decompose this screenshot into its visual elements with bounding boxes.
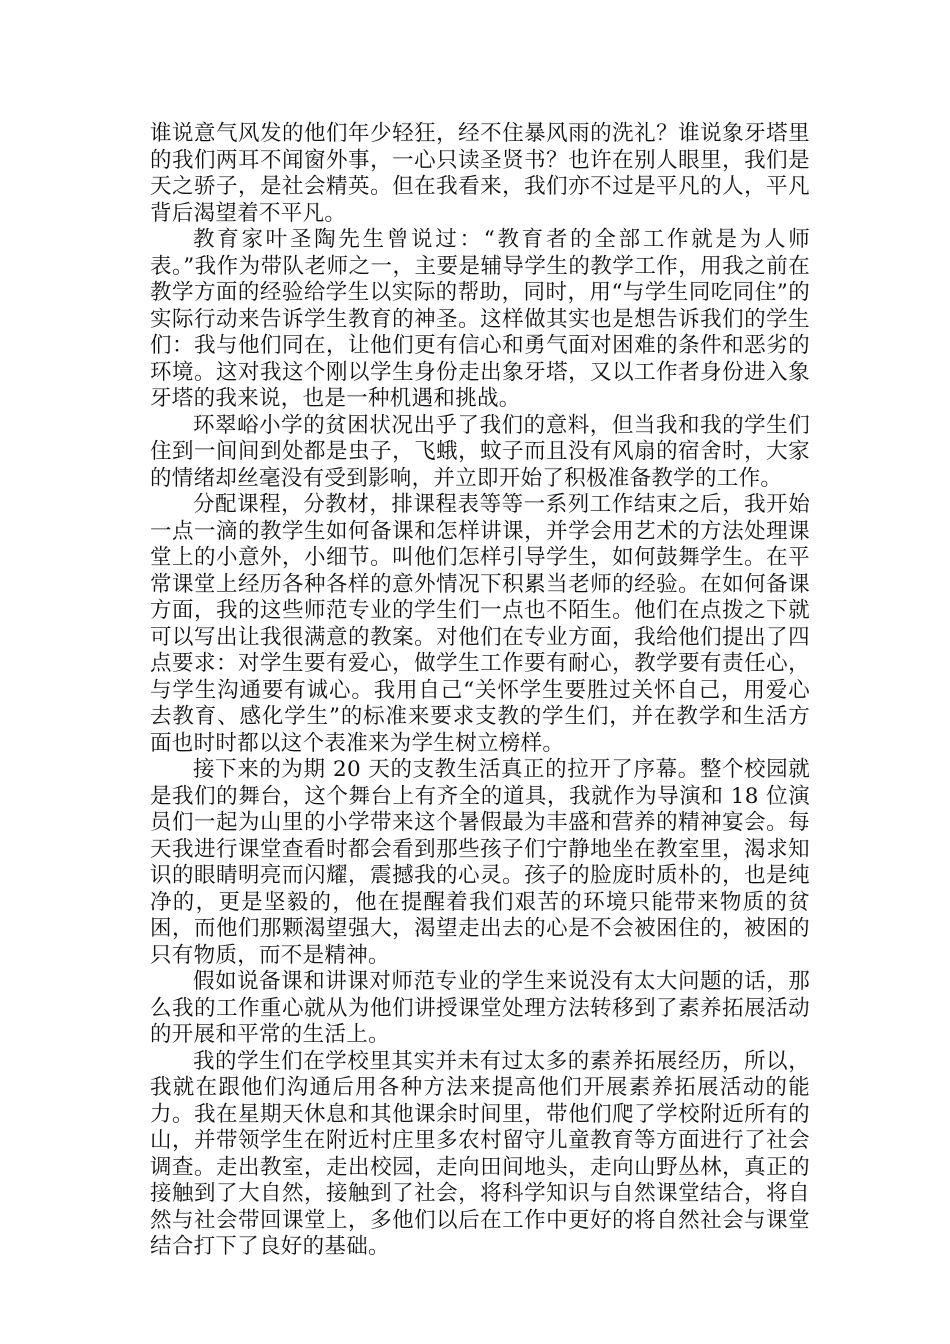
paragraph-7: 我的学生们在学校里其实并未有过太多的素养拓展经历，所以，我就在跟他们沟通后用各种方法来提高他们开展素养拓展活动的能力。我在星期天休息和其他课余时间里，带他们爬了学校附近所有的山，并带领学生在附近村庄里多农村留守儿童教育等方面进行了社会调查。走出教室，走出校园，走向田间地头，走向山野丛林，真正的接触到了大自然，接触到了社会，将科学知识与自然课堂结合，将自然与社会带回课堂上，多他们以后在工作中更好的将自然社会与课堂结合打下了良好的基础。	[150, 1048, 810, 1259]
document-page	[150, 121, 810, 1261]
paragraph-4: 分配课程，分教材，排课程表等等一系列工作结束之后，我开始一点一滴的教学生如何备课和怎样讲课，并学会用艺术的方法处理课堂上的小意外，小细节。叫他们怎样引导学生，如何鼓舞学生。在平常课堂上经历各种各样的意外情况下积累当老师的经验。在如何备课方面，我的这些师范专业的学生们一点也不陌生。他们在点拨之下就可以写出让我很满意的教案。对他们在专业方面，我给他们提出了四点要求：对学生要有爱心，做学生工作要有耐心，教学要有责任心，与学生沟通要有诚心。我用自己“关怀学生要胜过关怀自己，用爱心去教育、感化学生”的标准来要求支教的学生们，并在教学和生活方面也时时都以这个表准来为学生树立榜样。	[150, 492, 810, 756]
paragraph-1: 谁说意气风发的他们年少轻狂，经不住暴风雨的洗礼？谁说象牙塔里的我们两耳不闻窗外事，一心只读圣贤书？也许在别人眼里，我们是天之骄子，是社会精英。但在我看来，我们亦不过是平凡的人，平凡背后渴望着不平凡。	[150, 121, 810, 226]
paragraph-3: 环翠峪小学的贫困状况出乎了我们的意料，但当我和我的学生们住到一间间到处都是虫子，飞蛾，蚊子而且没有风扇的宿舍时，大家的情绪却丝毫没有受到影响，并立即开始了积极准备教学的工作。	[150, 412, 810, 491]
paragraph-2: 教育家叶圣陶先生曾说过：“教育者的全部工作就是为人师表。”我作为带队老师之一，主要是辅导学生的教学工作，用我之前在教学方面的经验给学生以实际的帮助，同时，用“与学生同吃同住”的实际行动来告诉学生教育的神圣。这样做其实也是想告诉我们的学生们：我与他们同在，让他们更有信心和勇气面对困难的条件和恶劣的环境。这对我这个刚以学生身份走出象牙塔，又以工作者身份进入象牙塔的我来说，也是一种机遇和挑战。	[150, 227, 810, 411]
paragraph-5: 接下来的为期 20 天的支教生活真正的拉开了序幕。整个校园就是我们的舞台，这个舞台上有齐全的道具，我就作为导演和 18 位演员们一起为山里的小学带来这个暑假最为丰盛和营养的精神宴会。每天我进行课堂查看时都会看到那些孩子们宁静地坐在教室里，渴求知识的眼睛明亮而闪耀，震撼我的心灵。孩子的脸庞时质朴的，也是纯净的，更是坚毅的，他在提醒着我们艰苦的环境只能带来物质的贫困，而他们那颗渴望强大，渴望走出去的心是不会被困住的，被困的只有物质，而不是精神。	[150, 757, 810, 968]
paragraph-6: 假如说备课和讲课对师范专业的学生来说没有太大问题的话，那么我的工作重心就从为他们讲授课堂处理方法转移到了素养拓展活动的开展和平常的生活上。	[150, 969, 810, 1047]
